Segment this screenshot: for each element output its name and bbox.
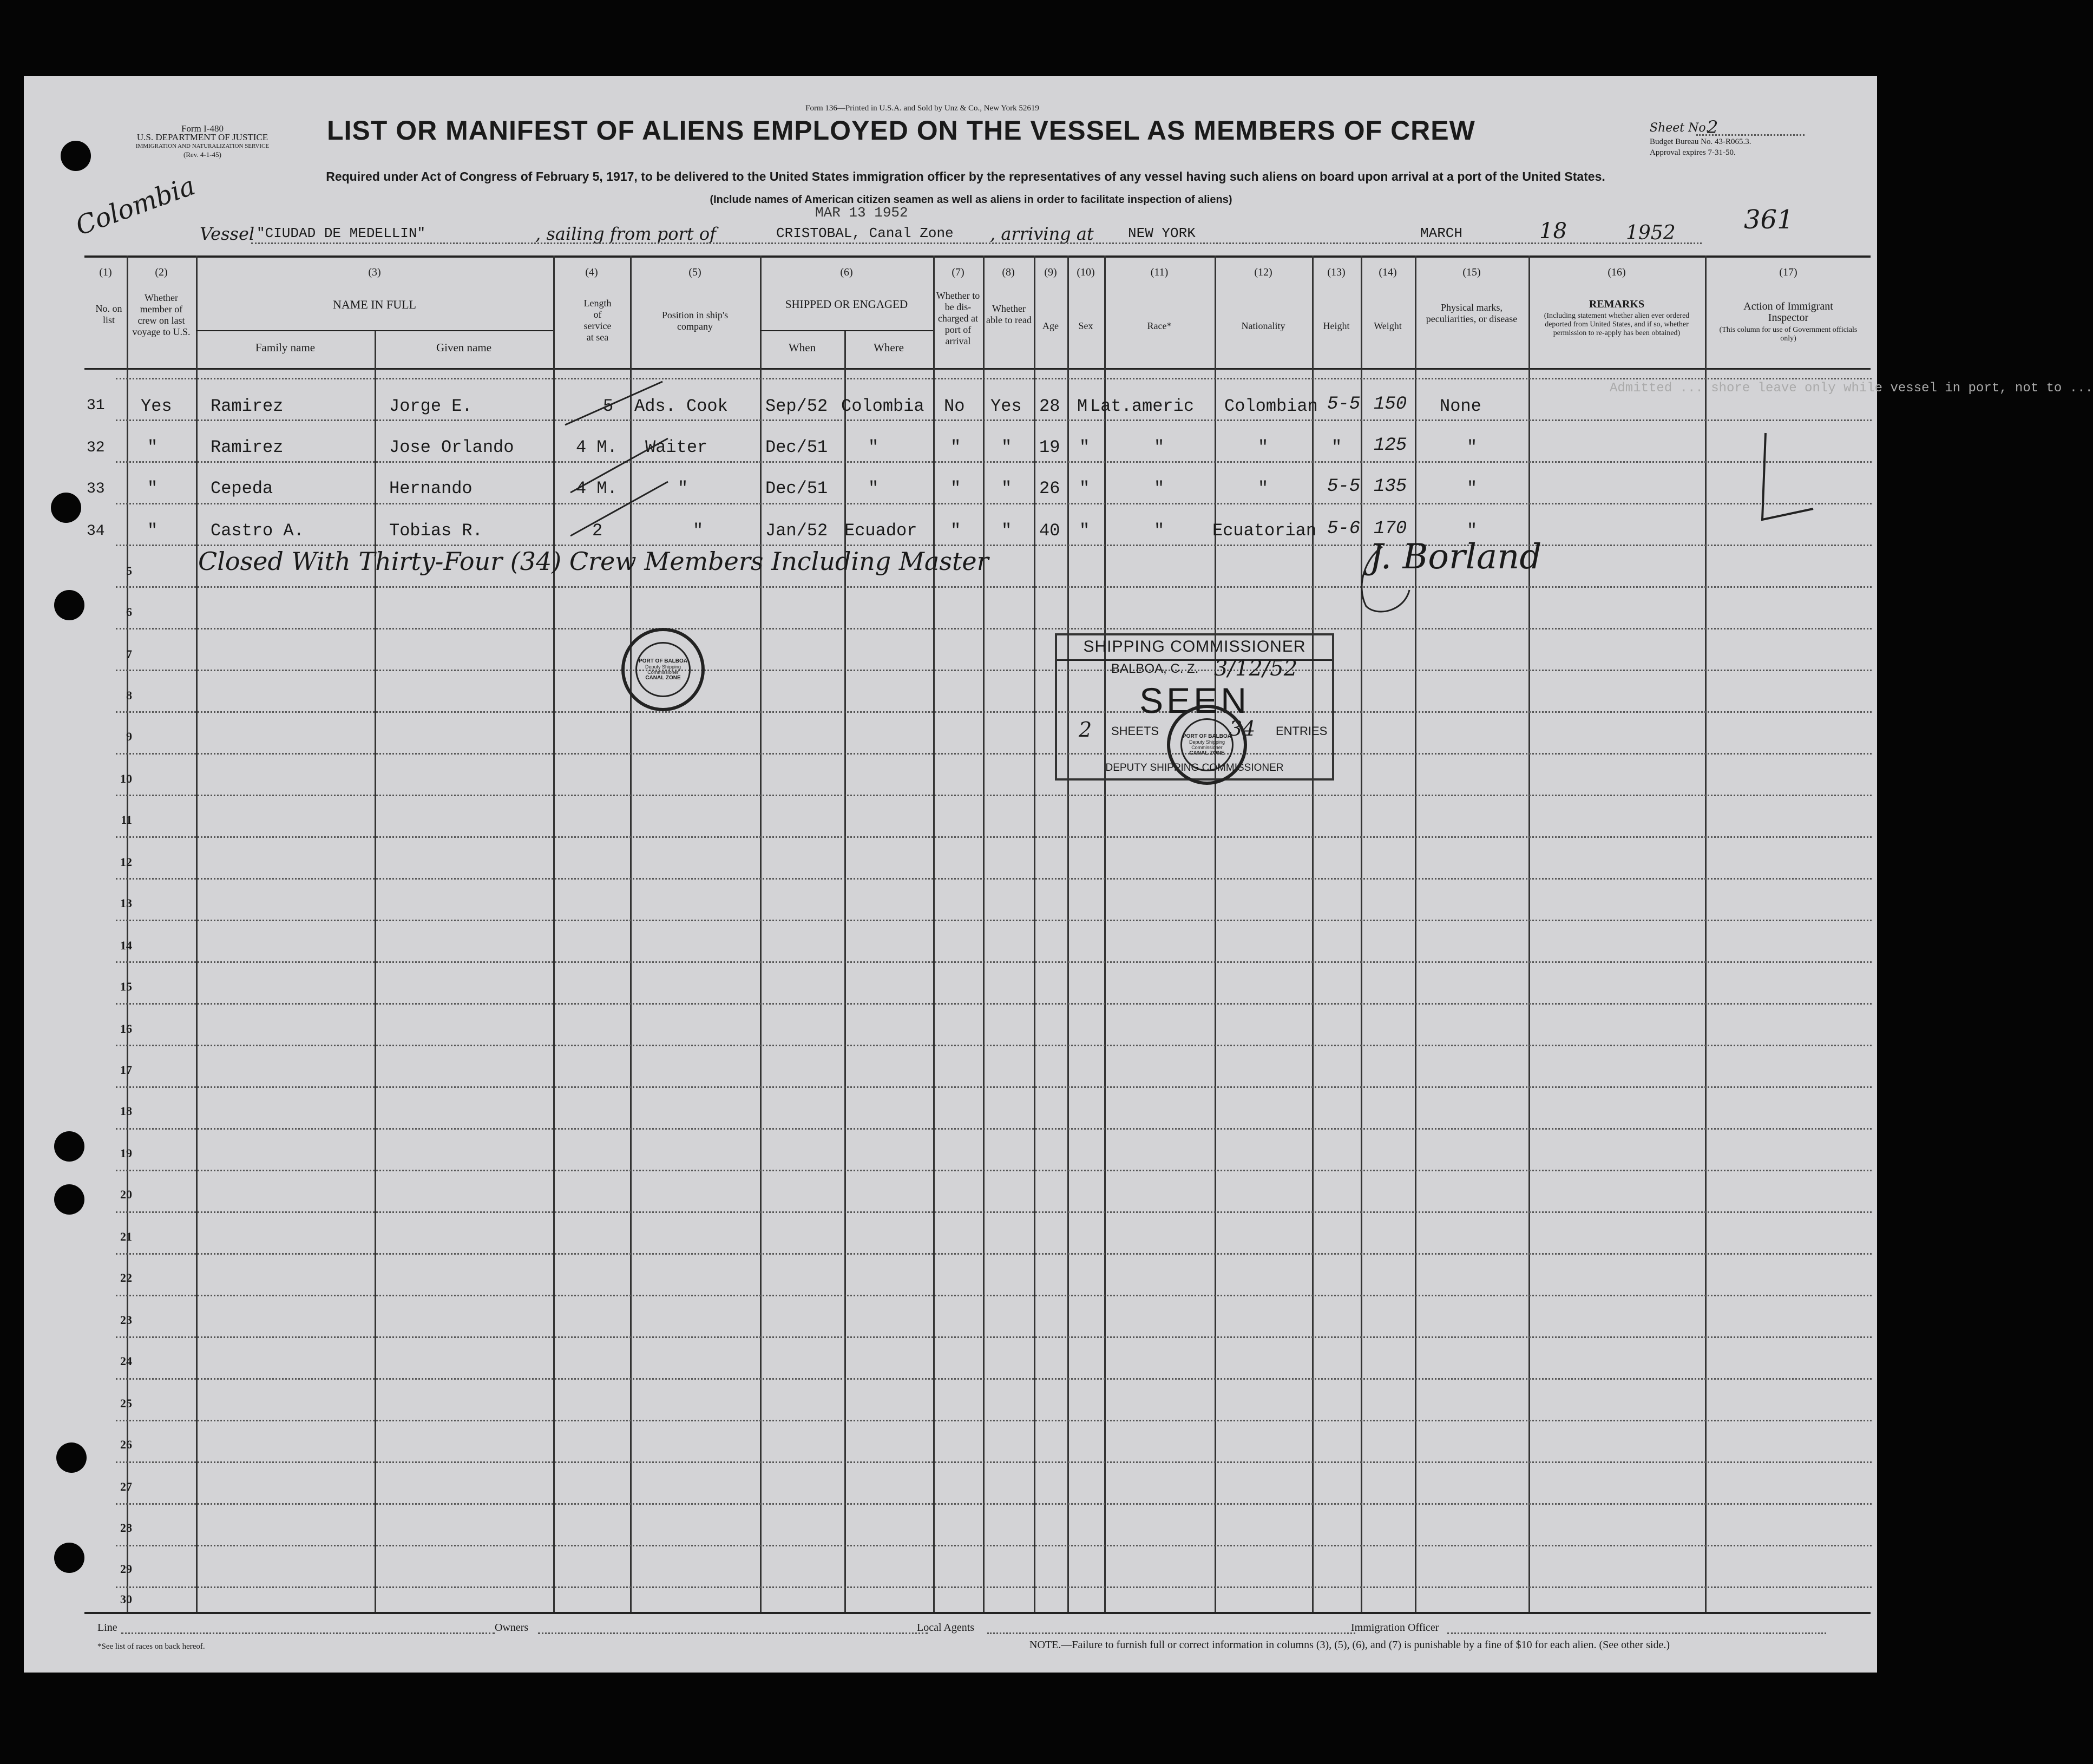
crew-age: 19 <box>1039 437 1060 457</box>
header-bottom-rule <box>84 368 1871 370</box>
revision: (Rev. 4-1-45) <box>183 150 221 159</box>
line-number: 26 <box>120 1438 132 1451</box>
row-rule <box>116 1086 1872 1088</box>
crew-nationality: Ecuatorian <box>1212 521 1317 541</box>
stamp-entries-count: 34 <box>1229 717 1256 740</box>
col-num-10: (10) <box>1077 266 1095 278</box>
crew-read: " <box>1001 521 1012 541</box>
col-num-14: (14) <box>1379 266 1397 278</box>
line-number: 8 <box>126 688 132 702</box>
line-number: 25 <box>120 1396 132 1410</box>
line-number: 22 <box>120 1271 132 1284</box>
form-subtitle: Required under Act of Congress of February 5, 1917, to be delivered to the United States immigration officer by the representatives of any vessel having such aliens on board upon arrival at a port of the United States. <box>326 169 1605 183</box>
crew-service: 4 M. <box>576 437 618 457</box>
handwritten-country: Colombia <box>71 170 199 242</box>
crew-when: Dec/51 <box>765 478 828 499</box>
crew-sex: " <box>1079 437 1090 457</box>
crew-when: Sep/52 <box>765 396 828 416</box>
col-num-9: (9) <box>1044 266 1057 278</box>
col-rule <box>1104 255 1106 1612</box>
crew-sex: M <box>1077 396 1088 416</box>
arrival-year: 1952 <box>1626 222 1676 244</box>
seal-top-text: PORT OF BALBOA <box>1183 733 1231 739</box>
line-number: 24 <box>120 1354 132 1368</box>
service-name: IMMIGRATION AND NATURALIZATION SERVICE <box>135 143 270 149</box>
crew-service: 5 <box>603 396 614 416</box>
crew-weight: 125 <box>1374 435 1407 456</box>
line-number: 23 <box>120 1313 132 1327</box>
row-rule <box>116 545 1872 546</box>
arriving-label: , arriving at <box>990 224 1094 244</box>
line-number: 18 <box>120 1104 132 1118</box>
crew-position: " <box>678 478 688 499</box>
seal-center-text: Deputy Shipping Commissioner <box>1189 739 1225 750</box>
slash-mark <box>570 438 668 493</box>
row-rule <box>116 461 1872 463</box>
col-header-weight: Weight <box>1374 320 1402 331</box>
crew-list-no: 33 <box>87 481 105 497</box>
col-rule <box>553 255 555 1612</box>
stamp-sheets-label: SHEETS <box>1111 724 1159 738</box>
col-rule <box>1361 255 1362 1612</box>
line-number: 21 <box>120 1230 132 1243</box>
crew-height: " <box>1331 437 1342 457</box>
col-header-position: Position in ship's company <box>661 310 729 332</box>
line-number: 19 <box>120 1146 132 1160</box>
binder-hole <box>54 1543 84 1573</box>
row-rule <box>116 503 1872 504</box>
crew-age: 40 <box>1039 521 1060 541</box>
line-number: 28 <box>120 1521 132 1535</box>
crew-sex: " <box>1079 478 1090 499</box>
port-seal-inner <box>635 642 691 697</box>
crew-family-name: Castro A. <box>211 521 304 541</box>
footer-officer-rule <box>1447 1632 1826 1634</box>
crew-list-no: 34 <box>87 523 105 540</box>
stamp-date: 3/12/52 <box>1214 656 1298 681</box>
col-rule <box>933 255 935 1612</box>
footer-line-rule <box>121 1632 495 1634</box>
crew-given-name: Jorge E. <box>389 396 473 416</box>
crew-given-name: Jose Orlando <box>389 437 514 457</box>
crew-discharged: No <box>944 396 965 416</box>
col-rule <box>1312 255 1314 1612</box>
line-number: 30 <box>120 1592 132 1606</box>
col-num-2: (2) <box>155 266 168 278</box>
col-header-where: Where <box>874 341 904 354</box>
binder-hole <box>54 1184 84 1215</box>
arrival-day: 18 <box>1539 219 1567 244</box>
row-rule <box>116 753 1872 755</box>
row-rule <box>116 961 1872 963</box>
crew-age: 28 <box>1039 396 1060 416</box>
stamp-title: SHIPPING COMMISSIONER <box>1083 638 1306 655</box>
printer-line: Form 136—Printed in U.S.A. and Sold by Unz & Co., New York 52619 <box>805 104 1039 113</box>
col-header-read: Whether able to read <box>986 303 1032 325</box>
row-rule <box>116 1503 1872 1505</box>
line-number: 20 <box>120 1188 132 1201</box>
row-rule <box>116 1336 1872 1338</box>
slash-mark <box>570 482 668 536</box>
binder-hole <box>51 493 81 523</box>
seal-bottom-text: CANAL ZONE <box>1189 750 1225 756</box>
slash-mark <box>565 382 662 425</box>
binder-hole <box>61 141 91 171</box>
crew-marks: None <box>1440 396 1481 416</box>
row-rule <box>116 1378 1872 1380</box>
crew-where: " <box>868 437 879 457</box>
crew-weight: 150 <box>1374 394 1407 415</box>
signature: J. Borland <box>1369 537 1542 577</box>
dept-block <box>116 124 289 159</box>
service-slash-marks <box>560 363 679 568</box>
row-rule <box>116 836 1872 838</box>
crew-family-name: Cepeda <box>211 478 273 499</box>
crew-race: " <box>1154 437 1165 457</box>
seal-center-text: Deputy Shipping Commissioner <box>645 664 681 675</box>
vessel-name: "CIUDAD DE MEDELLIN" <box>257 225 426 241</box>
row-rule <box>116 1295 1872 1296</box>
crew-family-name: Ramirez <box>211 396 284 416</box>
col-num-5: (5) <box>688 266 701 278</box>
crew-read: " <box>1001 478 1012 499</box>
col-num-1: (1) <box>99 266 112 278</box>
sheet-label: Sheet No. <box>1650 121 1710 135</box>
crew-where: Colombia <box>841 396 924 416</box>
row-rule <box>116 378 1872 379</box>
row-rule <box>116 1420 1872 1421</box>
col-header-given-name: Given name <box>436 341 492 354</box>
crew-given-name: Hernando <box>389 478 473 499</box>
col-header-remarks-note: (Including statement whether alien ever ordered deported from United States, and if so, whether permission to re-apply has been obtained) <box>1544 312 1690 337</box>
col-num-6: (6) <box>840 266 853 278</box>
include-note: (Include names of American citizen seamen as well as aliens in order to facilitate inspection of aliens) <box>710 194 1232 206</box>
stamp-sheets-count: 2 <box>1079 718 1092 742</box>
row-rule <box>116 711 1872 713</box>
crew-weight: 135 <box>1374 476 1407 497</box>
col-header-last-voyage: Whether member of crew on last voyage to U.S. <box>132 292 191 337</box>
seal-bottom-text: CANAL ZONE <box>645 675 681 681</box>
col-num-12: (12) <box>1254 266 1272 278</box>
department-name: U.S. DEPARTMENT OF JUSTICE <box>136 132 268 142</box>
col-header-shipped: SHIPPED OR ENGAGED <box>785 298 908 311</box>
crew-marks: " <box>1467 478 1478 499</box>
row-rule <box>116 1461 1872 1463</box>
crew-last-voyage: " <box>147 521 158 541</box>
col-rule <box>1034 255 1035 1612</box>
line-number: 5 <box>126 564 132 578</box>
row-rule <box>116 1211 1872 1213</box>
col-rule <box>1215 255 1216 1612</box>
crew-list-no: 31 <box>87 397 105 414</box>
crew-list-no: 32 <box>87 440 105 456</box>
row-rule <box>116 1003 1872 1005</box>
seal-top-text: PORT OF BALBOA <box>639 658 687 664</box>
row-rule <box>116 1586 1872 1588</box>
port-seal <box>621 628 705 711</box>
inspector-mark <box>1734 428 1821 536</box>
crew-service: 4 M. <box>576 478 618 499</box>
crew-age: 26 <box>1039 478 1060 499</box>
vessel-label: Vessel <box>200 224 255 244</box>
col-num-17: (17) <box>1779 266 1797 278</box>
crew-race: Lat.americ <box>1090 396 1195 416</box>
crew-read: Yes <box>990 396 1022 416</box>
col-header-name: NAME IN FULL <box>333 298 416 311</box>
manifest-sheet <box>24 76 2093 1673</box>
binder-hole <box>54 1131 84 1162</box>
row-rule <box>116 670 1872 671</box>
col-header-sex: Sex <box>1078 320 1093 331</box>
stamp-place: BALBOA, C. Z. <box>1111 661 1199 676</box>
table-top-rule <box>84 255 1871 258</box>
crew-discharged: " <box>950 437 961 457</box>
signature-flourish <box>1344 536 1442 622</box>
form-number: Form I-480 <box>181 123 224 134</box>
col-header-inspector-note: (This column for use of Government officials only) <box>1719 326 1858 343</box>
col-num-11: (11) <box>1150 266 1169 278</box>
line-number: 12 <box>120 855 132 869</box>
crew-position: " <box>693 521 704 541</box>
col-header-inspector: Action of Immigrant Inspector <box>1743 300 1833 324</box>
crew-where: " <box>868 478 879 499</box>
col-header-physical-marks: Physical marks, peculiarities, or disease <box>1426 302 1518 324</box>
crew-when: Jan/52 <box>765 521 828 541</box>
crew-where: Ecuador <box>844 521 917 541</box>
crew-last-voyage: " <box>147 437 158 457</box>
row-rule <box>116 628 1872 629</box>
col-num-7: (7) <box>952 266 965 278</box>
col-header-list-no: No. on list <box>95 303 122 325</box>
footer-officer-label: Immigration Officer <box>1351 1622 1439 1634</box>
line-number: 11 <box>121 813 132 827</box>
line-number: 7 <box>126 647 132 661</box>
footer-agents-rule <box>987 1632 1355 1634</box>
col-header-nationality: Nationality <box>1241 320 1285 331</box>
crew-last-voyage: Yes <box>141 396 172 416</box>
crew-height: 5-6 <box>1327 519 1361 539</box>
page-title: LIST OR MANIFEST OF ALIENS EMPLOYED ON THE VESSEL AS MEMBERS OF CREW <box>327 115 1475 146</box>
remark-typed: Admitted ... shore leave only while vessel in port, not to ... <box>1610 381 2093 396</box>
line-number: 29 <box>120 1562 132 1576</box>
crew-position: Ads. Cook <box>634 396 728 416</box>
line-number: 15 <box>120 980 132 993</box>
crew-position: Waiter <box>645 437 708 457</box>
col-rule <box>1415 255 1416 1612</box>
row-rule <box>116 1045 1872 1046</box>
col-num-15: (15) <box>1462 266 1481 278</box>
row-rule <box>116 795 1872 796</box>
crew-given-name: Tobias R. <box>389 521 483 541</box>
line-number: 27 <box>120 1480 132 1493</box>
sheet-number: 2 <box>1707 117 1718 137</box>
line-number: 13 <box>120 896 132 910</box>
col-num-3: (3) <box>368 266 381 278</box>
date-received: MAR 13 1952 <box>815 205 908 221</box>
crew-nationality: Colombian <box>1224 396 1318 416</box>
binder-hole <box>54 590 84 620</box>
name-subheader-rule <box>196 330 553 331</box>
col-header-discharged: Whether to be dis-charged at port of arrival <box>936 290 980 346</box>
vessel-underline <box>251 242 1702 244</box>
crew-weight: 170 <box>1374 519 1407 539</box>
crew-marks: " <box>1467 437 1478 457</box>
page-number: 361 <box>1744 205 1794 235</box>
crew-marks: " <box>1467 521 1478 541</box>
col-header-age: Age <box>1042 320 1059 331</box>
footer-line-label: Line <box>97 1622 117 1634</box>
col-header-when: When <box>788 341 816 354</box>
crew-race: " <box>1154 478 1165 499</box>
port-from: CRISTOBAL, Canal Zone <box>776 225 954 241</box>
col-rule <box>1067 255 1069 1612</box>
col-header-service: Length of service at sea <box>583 298 612 343</box>
arrival-month: MARCH <box>1420 225 1463 241</box>
row-rule <box>116 1128 1872 1130</box>
fine-note: NOTE.—Failure to furnish full or correct information in columns (3), (5), (6), and (7) is punishable by a fine of $10 for each alien. (See other side.) <box>1029 1639 1670 1651</box>
row-rule <box>116 878 1872 880</box>
line-number: 14 <box>120 939 132 952</box>
row-rule <box>116 920 1872 921</box>
table-bottom-rule <box>84 1612 1871 1614</box>
line-number: 10 <box>120 772 132 785</box>
stamp-seen: SEEN <box>1139 680 1250 720</box>
crew-discharged: " <box>950 521 961 541</box>
crew-last-voyage: " <box>147 478 158 499</box>
crew-when: Dec/51 <box>765 437 828 457</box>
col-header-remarks: REMARKS <box>1589 298 1645 310</box>
crew-read: " <box>1001 437 1012 457</box>
crew-sex: " <box>1079 521 1090 541</box>
line-number: 16 <box>120 1022 132 1035</box>
approval-expires: Approval expires 7-31-50. <box>1650 148 1736 157</box>
stamp-footer: DEPUTY SHIPPING COMMISSIONER <box>1105 762 1284 773</box>
col-rule <box>760 255 762 1612</box>
crew-height: 5-5 <box>1327 394 1361 415</box>
row-rule <box>116 1253 1872 1255</box>
port-seal-inner <box>1180 718 1234 771</box>
port-to: NEW YORK <box>1128 225 1196 241</box>
crew-discharged: " <box>950 478 961 499</box>
row-rule <box>116 1170 1872 1171</box>
col-header-race: Race* <box>1147 320 1172 331</box>
line-number: 17 <box>120 1063 132 1077</box>
col-num-16: (16) <box>1608 266 1626 278</box>
row-rule <box>116 419 1872 421</box>
line-number: 9 <box>126 730 132 743</box>
crew-race: " <box>1154 521 1165 541</box>
port-seal <box>1167 705 1247 785</box>
closing-note: Closed With Thirty-Four (34) Crew Members Including Master <box>198 547 989 576</box>
crew-family-name: Ramirez <box>211 437 284 457</box>
shipped-subheader-rule <box>760 330 933 331</box>
footer-owners-rule <box>538 1632 928 1634</box>
col-num-13: (13) <box>1327 266 1346 278</box>
stamp-entries-label: ENTRIES <box>1276 724 1328 738</box>
col-header-height: Height <box>1323 320 1350 331</box>
col-rule <box>983 255 985 1612</box>
footer-agents-label: Local Agents <box>917 1622 975 1634</box>
crew-service: 2 <box>592 521 603 541</box>
col-num-8: (8) <box>1002 266 1015 278</box>
crew-height: 5-5 <box>1327 476 1361 497</box>
footer-owners-label: Owners <box>495 1622 529 1634</box>
crew-nationality: " <box>1258 437 1269 457</box>
budget-bureau: Budget Bureau No. 43-R065.3. <box>1650 137 1751 146</box>
line-number: 6 <box>126 605 132 619</box>
col-rule <box>1528 255 1530 1612</box>
crew-nationality: " <box>1258 478 1269 499</box>
col-num-4: (4) <box>585 266 598 278</box>
col-rule <box>196 255 198 1612</box>
col-rule <box>1705 255 1707 1612</box>
col-header-family-name: Family name <box>255 341 316 354</box>
sheet-number-line <box>1696 134 1805 136</box>
row-rule <box>116 586 1872 588</box>
sailing-label: , sailing from port of <box>535 224 716 244</box>
races-note: *See list of races on back hereof. <box>97 1642 205 1651</box>
binder-hole <box>56 1442 87 1473</box>
row-rule <box>116 1545 1872 1546</box>
